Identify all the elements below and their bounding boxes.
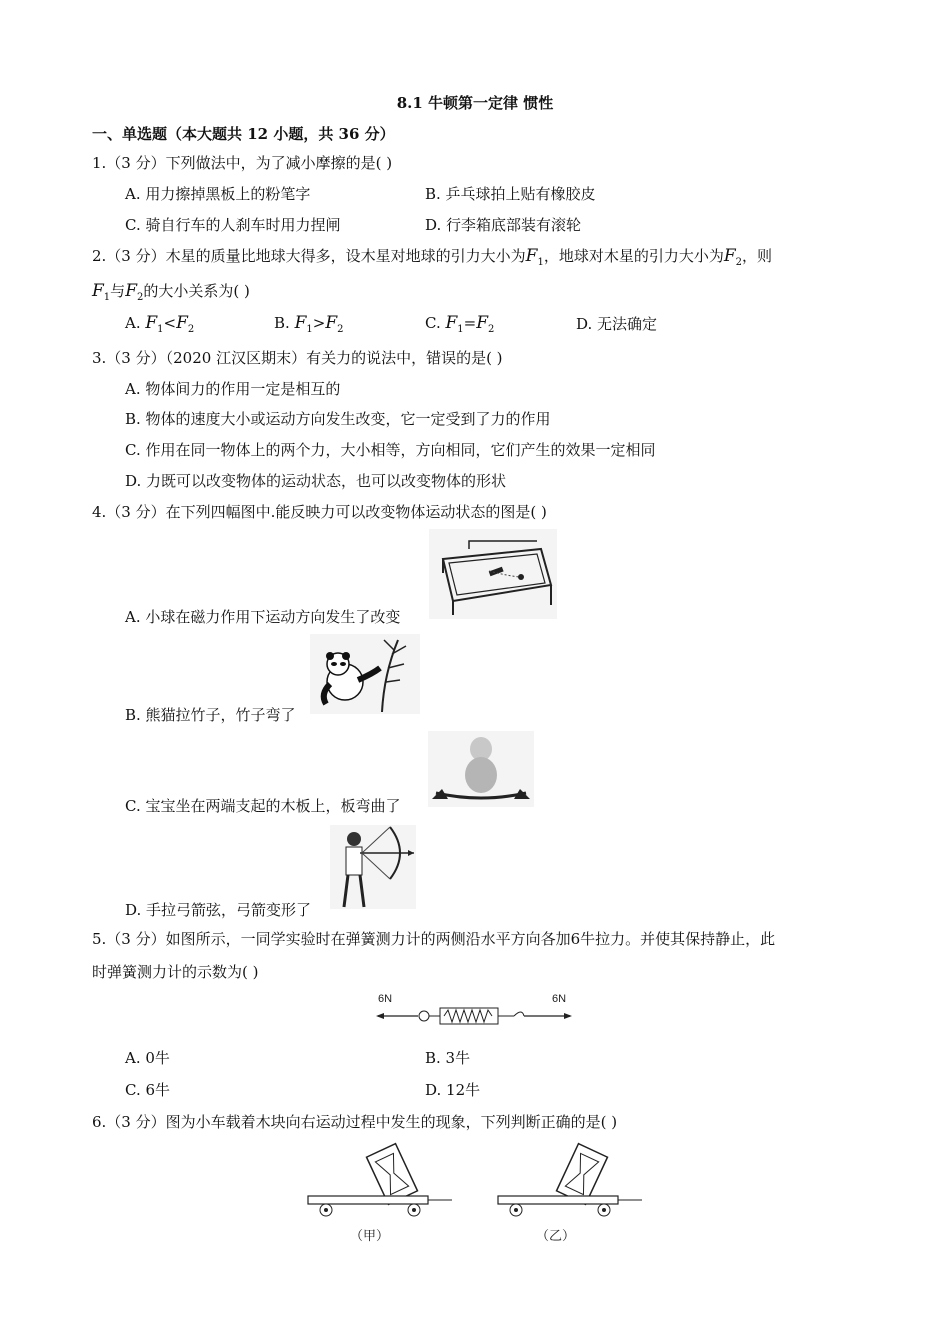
right-force-label: 6N <box>552 993 567 1005</box>
question-2-option-b[interactable]: B. $F_1>F_2$ <box>274 313 344 335</box>
caption-yi: （乙） <box>536 1228 576 1243</box>
question-2-option-d[interactable]: D. 无法确定 <box>576 315 658 333</box>
question-1-option-a[interactable]: A. 用力擦掉黑板上的粉笔字 <box>125 185 311 203</box>
question-5-stem-line2: 时弹簧测力计的示数为( ) <box>92 963 259 981</box>
question-4-option-c[interactable]: C. 宝宝坐在两端支起的木板上，板弯曲了 <box>125 797 401 815</box>
question-5-option-b[interactable]: B. 3牛 <box>425 1049 471 1067</box>
question-2-stem-line2: $F_1$与$F_2$的大小关系为( ) <box>92 281 250 303</box>
caption-jia: （甲） <box>350 1228 390 1243</box>
question-4-option-b[interactable]: B. 熊猫拉竹子，竹子弯了 <box>125 706 296 724</box>
cart-block-diagram <box>300 1140 660 1252</box>
section-heading: 一、单选题（本大题共 12 小题，共 36 分） <box>92 125 395 143</box>
left-force-label: 6N <box>378 993 393 1005</box>
spring-scale-diagram <box>374 990 574 1030</box>
question-1-option-d[interactable]: D. 行李箱底部装有滚轮 <box>425 216 582 234</box>
question-5-option-c[interactable]: C. 6牛 <box>125 1081 171 1099</box>
baby-on-board-image <box>428 731 534 807</box>
question-5-stem: 5.（3 分）如图所示，一同学实验时在弹簧测力计的两侧沿水平方向各加6牛拉力。并使其保持静止，此 <box>92 930 776 948</box>
question-4-option-d[interactable]: D. 手拉弓箭弦，弓箭变形了 <box>125 901 312 919</box>
question-3-option-b[interactable]: B. 物体的速度大小或运动方向发生改变，它一定受到了力的作用 <box>125 410 551 428</box>
panda-bamboo-image <box>310 634 420 714</box>
question-2-option-c[interactable]: C. $F_1=F_2$ <box>425 313 495 335</box>
question-1-stem: 1.（3 分）下列做法中，为了减小摩擦的是( ) <box>92 154 393 172</box>
magnet-ball-table-image <box>429 529 557 619</box>
question-3-option-d[interactable]: D. 力既可以改变物体的运动状态，也可以改变物体的形状 <box>125 472 507 490</box>
question-2-stem: 2.（3 分）木星的质量比地球大得多，设木星对地球的引力大小为$F_1$，地球对木星的引力大小为$F_2$，则 <box>92 246 773 268</box>
question-5-option-d[interactable]: D. 12牛 <box>425 1081 481 1099</box>
question-4-option-a[interactable]: A. 小球在磁力作用下运动方向发生了改变 <box>125 608 401 626</box>
question-6-stem: 6.（3 分）图为小车载着木块向右运动过程中发生的现象，下列判断正确的是( ) <box>92 1113 618 1131</box>
question-1-option-b[interactable]: B. 乒乓球拍上贴有橡胶皮 <box>425 185 596 203</box>
question-4-stem: 4.（3 分）在下列四幅图中.能反映力可以改变物体运动状态的图是( ) <box>92 503 547 521</box>
question-1-option-c[interactable]: C. 骑自行车的人刹车时用力捏闸 <box>125 216 341 234</box>
question-2-option-a[interactable]: A. $F_1<F_2$ <box>125 313 195 335</box>
question-3-option-a[interactable]: A. 物体间力的作用一定是相互的 <box>125 380 341 398</box>
archer-bow-image <box>330 825 416 909</box>
page-title: 8.1 牛顿第一定律 惯性 <box>396 94 554 112</box>
question-3-option-c[interactable]: C. 作用在同一物体上的两个力，大小相等，方向相同，它们产生的效果一定相同 <box>125 441 656 459</box>
question-5-option-a[interactable]: A. 0牛 <box>125 1049 170 1067</box>
question-3-stem: 3.（3 分）（2020 江汉区期末）有关力的说法中，错误的是( ) <box>92 349 503 367</box>
